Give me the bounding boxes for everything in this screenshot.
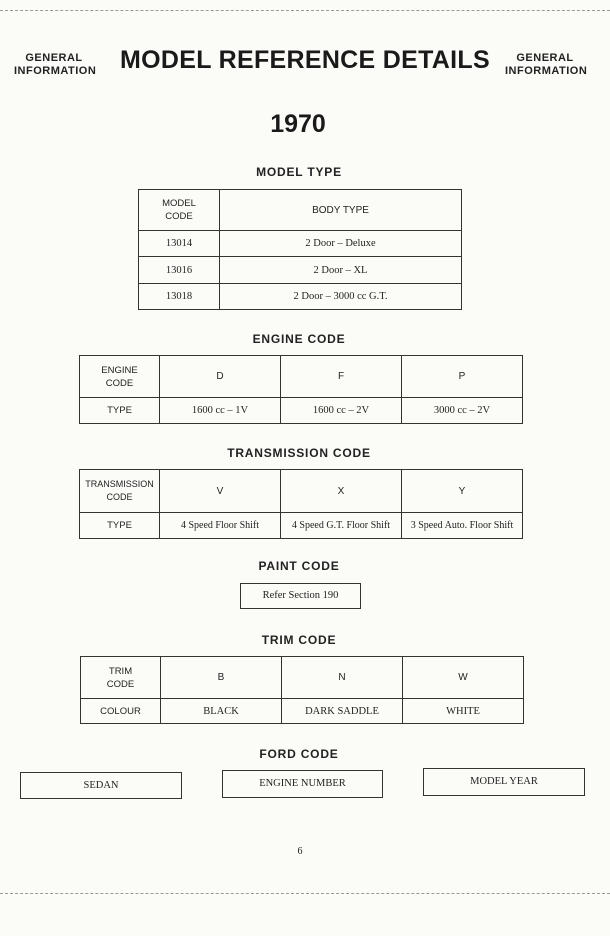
paint-code-heading: PAINT CODE bbox=[258, 559, 340, 573]
ford-code-model-year-box: MODEL YEAR bbox=[423, 768, 585, 796]
body-type-header: BODY TYPE bbox=[220, 190, 462, 231]
trim-colour-label: COLOUR bbox=[81, 699, 161, 724]
transmission-code-table bbox=[79, 469, 523, 539]
transmission-type-cell: 3 Speed Auto. Floor Shift bbox=[402, 513, 523, 539]
table-row bbox=[139, 231, 462, 257]
model-code-cell: 13016 bbox=[139, 257, 220, 284]
transmission-code-cell: X bbox=[281, 470, 402, 513]
header-left-label: GENERAL INFORMATION bbox=[14, 52, 97, 77]
engine-code-table bbox=[79, 355, 523, 424]
body-type-cell: 2 Door – 3000 cc G.T. bbox=[220, 284, 462, 310]
transmission-code-row bbox=[80, 470, 523, 513]
table-row bbox=[139, 257, 462, 284]
page-title: MODEL REFERENCE DETAILS bbox=[120, 46, 490, 74]
engine-type-cell: 1600 cc – 2V bbox=[281, 398, 402, 424]
model-type-header-row bbox=[139, 190, 462, 231]
engine-code-heading: ENGINE CODE bbox=[252, 332, 346, 346]
model-type-table bbox=[138, 189, 462, 310]
engine-code-label: ENGINE CODE bbox=[80, 356, 160, 398]
body-type-cell: 2 Door – XL bbox=[220, 257, 462, 284]
ford-code-heading: FORD CODE bbox=[259, 747, 339, 761]
bottom-scan-edge bbox=[0, 893, 610, 894]
header-right-label: GENERAL INFORMATION bbox=[505, 52, 588, 77]
ford-code-engine-number-box: ENGINE NUMBER bbox=[222, 770, 383, 798]
trim-code-heading: TRIM CODE bbox=[261, 633, 337, 647]
transmission-type-cell: 4 Speed G.T. Floor Shift bbox=[281, 513, 402, 539]
trim-colour-cell: BLACK bbox=[161, 699, 282, 724]
model-code-cell: 13018 bbox=[139, 284, 220, 310]
trim-code-cell: B bbox=[161, 657, 282, 699]
model-type-heading: MODEL TYPE bbox=[256, 165, 342, 179]
transmission-type-cell: 4 Speed Floor Shift bbox=[160, 513, 281, 539]
trim-colour-cell: DARK SADDLE bbox=[282, 699, 403, 724]
trim-code-label: TRIM CODE bbox=[81, 657, 161, 699]
transmission-type-row bbox=[80, 513, 523, 539]
paint-code-box: Refer Section 190 bbox=[240, 583, 361, 609]
body-type-cell: 2 Door – Deluxe bbox=[220, 231, 462, 257]
model-code-header: MODEL CODE bbox=[139, 190, 220, 231]
transmission-code-cell: V bbox=[160, 470, 281, 513]
engine-type-label: TYPE bbox=[80, 398, 160, 424]
transmission-code-cell: Y bbox=[402, 470, 523, 513]
transmission-code-heading: TRANSMISSION CODE bbox=[227, 446, 371, 460]
engine-type-cell: 3000 cc – 2V bbox=[402, 398, 523, 424]
page-number: 6 bbox=[297, 846, 303, 857]
trim-colour-row bbox=[81, 699, 524, 724]
engine-code-cell: F bbox=[281, 356, 402, 398]
trim-code-cell: N bbox=[282, 657, 403, 699]
model-code-cell: 13014 bbox=[139, 231, 220, 257]
engine-code-row bbox=[80, 356, 523, 398]
trim-code-row bbox=[81, 657, 524, 699]
engine-type-cell: 1600 cc – 1V bbox=[160, 398, 281, 424]
engine-code-cell: P bbox=[402, 356, 523, 398]
trim-code-cell: W bbox=[403, 657, 524, 699]
table-row bbox=[139, 284, 462, 310]
top-scan-edge bbox=[0, 10, 610, 11]
trim-colour-cell: WHITE bbox=[403, 699, 524, 724]
engine-type-row bbox=[80, 398, 523, 424]
transmission-type-label: TYPE bbox=[80, 513, 160, 539]
engine-code-cell: D bbox=[160, 356, 281, 398]
model-year-heading: 1970 bbox=[270, 110, 326, 138]
ford-code-sedan-box: SEDAN bbox=[20, 772, 182, 799]
transmission-code-label: TRANSMISSION CODE bbox=[80, 470, 160, 513]
trim-code-table bbox=[80, 656, 524, 724]
